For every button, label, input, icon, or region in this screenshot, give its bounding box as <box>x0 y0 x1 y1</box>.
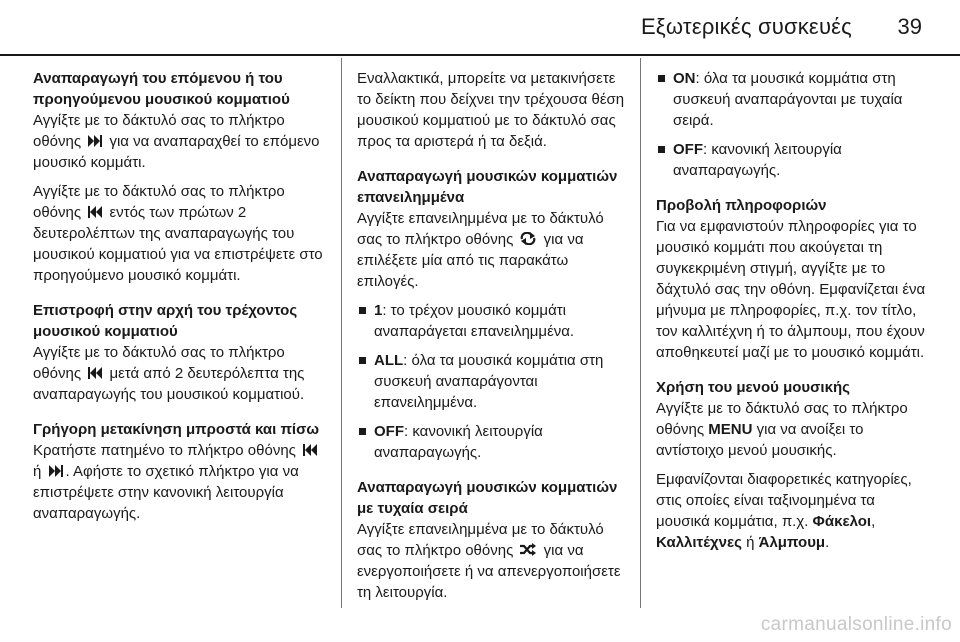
section-drag-position <box>357 68 627 152</box>
section-music-menu <box>656 377 926 553</box>
text: Αγγίξτε επανειλημμένα με το δάκτυλό σας το πλήκτρο οθόνης <box>357 521 604 559</box>
list-item <box>357 300 627 342</box>
header-rule <box>0 54 960 56</box>
text: Εμφανίζονται διαφορετικές κατηγορίες, στις οποίες είναι ταξινομημένα τα μουσικά κομμάτια, π.χ. <box>656 471 912 530</box>
section-heading: Γρήγορη μετακίνηση μπροστά και πίσω <box>33 421 320 438</box>
option-key: OFF <box>374 423 404 440</box>
paragraph <box>357 519 627 603</box>
section-heading: Αναπαραγωγή μουσικών κομματιών με τυχαία σειρά <box>357 479 618 517</box>
paragraph <box>33 110 326 173</box>
section-heading: Προβολή πληροφοριών <box>656 197 827 214</box>
list-item <box>357 350 627 413</box>
page-header <box>0 0 960 56</box>
section-heading: Αναπαραγωγή μουσικών κομματιών επανειλημμένα <box>357 168 618 206</box>
column-divider <box>640 58 641 608</box>
category-label: Καλλιτέχνες <box>656 534 742 551</box>
text: . Αφήστε το σχετικό πλήκτρο για να επιστρέψετε στην κανονική λειτουργία αναπαραγωγής. <box>33 463 299 522</box>
skip-next-icon <box>88 135 102 147</box>
paragraph <box>656 398 926 461</box>
section-shuffle-options <box>656 68 926 181</box>
section-repeat <box>357 166 627 463</box>
skip-previous-icon <box>88 367 102 379</box>
column-2 <box>357 68 627 617</box>
paragraph: Εναλλακτικά, μπορείτε να μετακινήσετε το δείκτη που δείχνει την τρέχουσα θέση μουσικού κομματιού με το δάκτυλό σας προς τα αριστερά ή τα δεξιά. <box>357 70 625 150</box>
shuffle-icon <box>520 543 536 556</box>
watermark: carmanualsonline.info <box>760 614 952 635</box>
text: : κανονική λειτουργία αναπαραγωγής. <box>673 141 842 179</box>
text: . <box>825 534 830 551</box>
column-1 <box>33 68 326 538</box>
text: Αγγίξτε με το δάκτυλό σας το πλήκτρο οθόνης <box>33 344 285 382</box>
option-key: 1 <box>374 302 383 319</box>
category-label: Άλμπουμ <box>758 534 826 551</box>
text: για να αναπαραχθεί το επόμενο μουσικό κομμάτι. <box>33 133 320 171</box>
text: Αγγίξτε με το δάκτυλό σας το πλήκτρο οθόνης <box>656 400 908 438</box>
text: Αγγίξτε επανειλημμένα με το δάκτυλό σας το πλήκτρο οθόνης <box>357 210 604 248</box>
paragraph <box>357 208 627 292</box>
section-heading: Αναπαραγωγή του επόμενου ή του προηγούμενου μουσικού κομματιού <box>33 70 290 108</box>
section-restart-track <box>33 300 326 405</box>
paragraph <box>656 469 926 553</box>
text: ή <box>746 534 755 551</box>
option-key: ON <box>673 70 696 87</box>
text: : κανονική λειτουργία αναπαραγωγής. <box>374 423 543 461</box>
text: : το τρέχον μουσικό κομμάτι αναπαράγεται επανειλημμένα. <box>374 302 575 340</box>
category-label: Φάκελοι <box>812 513 872 530</box>
skip-previous-icon <box>303 444 317 456</box>
skip-next-icon <box>49 465 63 477</box>
list-item <box>357 421 627 463</box>
option-key: ALL <box>374 352 404 369</box>
page-number: 39 <box>897 14 922 39</box>
text: μετά από 2 δευτερόλεπτα της αναπαραγωγής του μουσικού κομματιού. <box>33 365 305 403</box>
repeat-icon <box>520 232 536 245</box>
section-info <box>656 195 926 363</box>
skip-previous-icon <box>88 206 102 218</box>
list-item <box>656 68 926 131</box>
text: εντός των πρώτων 2 δευτερολέπτων της αναπαραγωγής του μουσικού κομματιού για να επιστρέψετε στο προηγούμενο μουσικό κομμάτι. <box>33 204 323 284</box>
column-divider <box>341 58 342 608</box>
text: Κρατήστε πατημένο το πλήκτρο οθόνης <box>33 442 296 459</box>
page-title: Εξωτερικές συσκευές <box>640 14 852 39</box>
section-heading: Επιστροφή στην αρχή του τρέχοντος μουσικού κομματιού <box>33 302 298 340</box>
text: : όλα τα μουσικά κομμάτια στη συσκευή αναπαράγονται με τυχαία σειρά. <box>673 70 903 129</box>
text: Αγγίξτε με το δάκτυλό σας το πλήκτρο οθόνης <box>33 183 285 221</box>
list-item <box>656 139 926 181</box>
column-3 <box>656 68 926 567</box>
text: για να ανοίξει το αντίστοιχο μενού μουσικής. <box>656 421 864 459</box>
text: για να επιλέξετε μία από τις παρακάτω επιλογές. <box>357 231 584 290</box>
paragraph <box>33 181 326 286</box>
section-fast-forward-rewind <box>33 419 326 524</box>
text: Αγγίξτε με το δάκτυλό σας το πλήκτρο οθόνης <box>33 112 285 150</box>
text: : όλα τα μουσικά κομμάτια στη συσκευή αναπαράγονται επανειλημμένα. <box>374 352 604 411</box>
text: , <box>871 513 876 530</box>
paragraph <box>33 342 326 405</box>
section-shuffle <box>357 477 627 603</box>
paragraph: Για να εμφανιστούν πληροφορίες για το μουσικό κομμάτι που ακούγεται τη συγκεκριμένη στιγμή, αγγίξτε με το δάχτυλό σας την οθόνη. Εμφανίζεται ένα μήνυμα με πληροφορίες, π.χ. τον τίτλο, τον καλλιτέχνη ή το άλμπουμ, που έχουν αποθηκευτεί μαζί με το μουσικό κομμάτι. <box>656 218 926 361</box>
option-key: OFF <box>673 141 703 158</box>
text: ή <box>33 463 42 480</box>
menu-key: MENU <box>708 421 753 438</box>
text: για να ενεργοποιήσετε ή να απενεργοποιήσετε τη λειτουργία. <box>357 542 621 601</box>
paragraph <box>33 440 326 524</box>
section-heading: Χρήση του μενού μουσικής <box>656 379 850 396</box>
section-next-previous <box>33 68 326 286</box>
